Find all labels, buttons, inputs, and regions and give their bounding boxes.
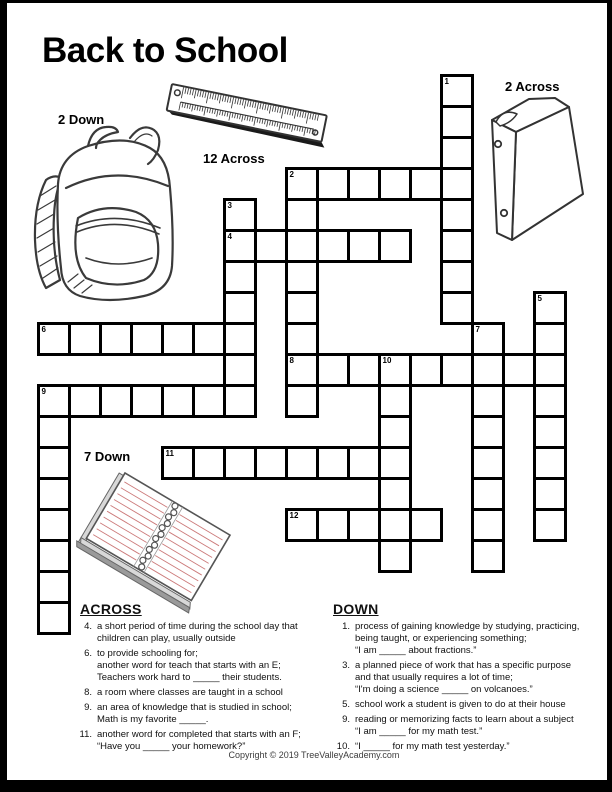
grid-cell[interactable] [223, 446, 257, 480]
grid-cell[interactable] [471, 446, 505, 480]
grid-cell[interactable] [378, 384, 412, 418]
clue-number: 3. [342, 660, 350, 671]
grid-cell[interactable] [347, 229, 381, 263]
clue-number: 6. [84, 648, 92, 659]
grid-cell[interactable] [192, 384, 226, 418]
grid-cell-number: 10 [382, 355, 392, 365]
grid-cell[interactable] [99, 322, 133, 356]
grid-cell[interactable] [161, 384, 195, 418]
grid-cell[interactable] [502, 353, 536, 387]
ruler-label: 12 Across [203, 151, 265, 166]
grid-cell[interactable] [347, 167, 381, 201]
grid-cell-number: 5 [537, 293, 542, 303]
grid-cell[interactable] [378, 446, 412, 480]
grid-cell[interactable] [223, 229, 257, 263]
grid-cell[interactable] [471, 539, 505, 573]
grid-cell-number: 2 [289, 169, 294, 179]
clue-number: 8. [84, 687, 92, 698]
grid-cell[interactable] [440, 167, 474, 201]
across-header: ACROSS [80, 601, 142, 617]
grid-cell[interactable] [37, 384, 71, 418]
grid-cell[interactable] [378, 415, 412, 449]
grid-cell[interactable] [378, 229, 412, 263]
clue-text: “I _____ for my math test yesterday.” [355, 741, 510, 752]
binder-icon [483, 92, 588, 247]
grid-cell[interactable] [223, 260, 257, 294]
clue-text: process of gaining knowledge by studying, practicing, being taught, or experiencing something; “I am _____ about fractions.” [355, 621, 580, 656]
clue-text: a planned piece of work that has a specific purpose and that usually requires a lot of time; “I'm doing a science _____ on volcanoes.” [355, 660, 571, 695]
clue-across-9 [78, 702, 340, 726]
page-title: Back to School [42, 31, 288, 70]
grid-cell[interactable] [347, 353, 381, 387]
clue-across-4 [78, 621, 340, 645]
notebook-label: 7 Down [84, 449, 131, 464]
clue-number: 4. [84, 621, 92, 632]
grid-cell[interactable] [37, 570, 71, 604]
notebook-icon [55, 465, 250, 615]
grid-cell[interactable] [285, 167, 319, 201]
grid-cell[interactable] [254, 446, 288, 480]
clue-text: a short period of time during the school day that children can play, usually outside [97, 621, 298, 644]
grid-cell[interactable] [378, 539, 412, 573]
grid-cell[interactable] [533, 322, 567, 356]
grid-cell[interactable] [37, 508, 71, 542]
grid-cell-number: 4 [227, 231, 232, 241]
grid-cell[interactable] [440, 198, 474, 232]
grid-cell[interactable] [285, 291, 319, 325]
clue-text: to provide schooling for; another word for teach that starts with an E; Teachers work hard to _____ their students. [97, 648, 282, 683]
grid-cell[interactable] [161, 446, 195, 480]
down-clue-list [331, 621, 586, 753]
grid-cell[interactable] [378, 508, 412, 542]
clue-number: 11. [79, 729, 92, 740]
across-clue-list [78, 621, 340, 753]
clue-number: 9. [84, 702, 92, 713]
grid-cell[interactable] [440, 229, 474, 263]
grid-cell-number: 6 [41, 324, 46, 334]
grid-cell[interactable] [471, 508, 505, 542]
grid-cell-number: 3 [227, 200, 232, 210]
grid-cell[interactable] [285, 322, 319, 356]
clue-number: 9. [342, 714, 350, 725]
grid-cell[interactable] [471, 384, 505, 418]
grid-cell[interactable] [316, 353, 350, 387]
backpack-icon [30, 118, 178, 303]
grid-cell[interactable] [533, 291, 567, 325]
grid-cell[interactable] [533, 415, 567, 449]
grid-cell[interactable] [130, 384, 164, 418]
grid-cell[interactable] [285, 229, 319, 263]
grid-cell[interactable] [409, 167, 443, 201]
grid-cell[interactable] [409, 508, 443, 542]
ruler-icon [162, 76, 344, 164]
grid-cell[interactable] [440, 260, 474, 294]
clue-text: another word for completed that starts with an F; “Have you _____ your homework?” [97, 729, 301, 752]
grid-cell[interactable] [471, 477, 505, 511]
grid-cell[interactable] [223, 322, 257, 356]
grid-cell[interactable] [37, 539, 71, 573]
grid-cell[interactable] [285, 446, 319, 480]
grid-cell[interactable] [533, 384, 567, 418]
clue-number: 5. [342, 699, 350, 710]
grid-cell[interactable] [471, 353, 505, 387]
grid-cell[interactable] [223, 353, 257, 387]
grid-cell[interactable] [533, 508, 567, 542]
copyright-notice: Copyright © 2019 TreeValleyAcademy.com [228, 750, 400, 760]
grid-cell-number: 1 [444, 76, 449, 86]
grid-cell-number: 12 [289, 510, 299, 520]
grid-cell-number: 9 [41, 386, 46, 396]
grid-cell[interactable] [37, 601, 71, 635]
clue-across-6 [78, 648, 340, 684]
grid-cell[interactable] [285, 353, 319, 387]
grid-cell-number: 11 [165, 448, 174, 458]
down-clues-section [331, 603, 586, 756]
clue-text: a room where classes are taught in a school [97, 687, 283, 698]
grid-cell[interactable] [440, 105, 474, 139]
clue-down-5 [331, 699, 586, 711]
clue-down-3 [331, 660, 586, 696]
clue-text: school work a student is given to do at their house [355, 699, 566, 710]
grid-cell[interactable] [161, 322, 195, 356]
grid-cell[interactable] [37, 477, 71, 511]
across-clues-section [78, 603, 340, 756]
grid-cell[interactable] [192, 446, 226, 480]
clue-down-1 [331, 621, 586, 657]
grid-cell[interactable] [440, 74, 474, 108]
grid-cell[interactable] [68, 384, 102, 418]
grid-cell[interactable] [99, 384, 133, 418]
clue-number: 10. [336, 741, 350, 752]
grid-cell[interactable] [316, 508, 350, 542]
grid-cell[interactable] [378, 167, 412, 201]
grid-cell[interactable] [285, 198, 319, 232]
grid-cell[interactable] [285, 508, 319, 542]
clue-text: an area of knowledge that is studied in school; Math is my favorite _____. [97, 702, 292, 725]
grid-cell[interactable] [347, 508, 381, 542]
grid-cell[interactable] [37, 322, 71, 356]
grid-cell[interactable] [440, 136, 474, 170]
binder-label: 2 Across [505, 79, 560, 94]
grid-cell[interactable] [471, 415, 505, 449]
grid-cell[interactable] [409, 353, 443, 387]
grid-cell[interactable] [37, 446, 71, 480]
clue-down-9 [331, 714, 586, 738]
grid-cell[interactable] [223, 291, 257, 325]
grid-cell[interactable] [316, 167, 350, 201]
grid-cell[interactable] [130, 322, 164, 356]
grid-cell[interactable] [471, 322, 505, 356]
grid-cell[interactable] [316, 446, 350, 480]
grid-cell[interactable] [223, 384, 257, 418]
grid-cell[interactable] [378, 353, 412, 387]
grid-cell[interactable] [316, 229, 350, 263]
grid-cell-number: 8 [289, 355, 294, 365]
grid-cell[interactable] [533, 353, 567, 387]
grid-cell[interactable] [37, 415, 71, 449]
grid-cell[interactable] [533, 446, 567, 480]
grid-cell[interactable] [378, 477, 412, 511]
clue-text: reading or memorizing facts to learn about a subject “I am _____ for my math test.” [355, 714, 574, 737]
backpack-label: 2 Down [58, 112, 105, 127]
grid-cell[interactable] [285, 260, 319, 294]
grid-cell-number: 7 [475, 324, 480, 334]
grid-cell[interactable] [347, 446, 381, 480]
grid-cell[interactable] [223, 198, 257, 232]
grid-cell[interactable] [533, 477, 567, 511]
grid-cell[interactable] [68, 322, 102, 356]
grid-cell[interactable] [192, 322, 226, 356]
grid-cell[interactable] [440, 291, 474, 325]
grid-cell[interactable] [440, 353, 474, 387]
clue-number: 1. [342, 621, 350, 632]
down-header: DOWN [333, 601, 379, 617]
grid-cell[interactable] [285, 384, 319, 418]
grid-cell[interactable] [254, 229, 288, 263]
clue-across-8 [78, 687, 340, 699]
